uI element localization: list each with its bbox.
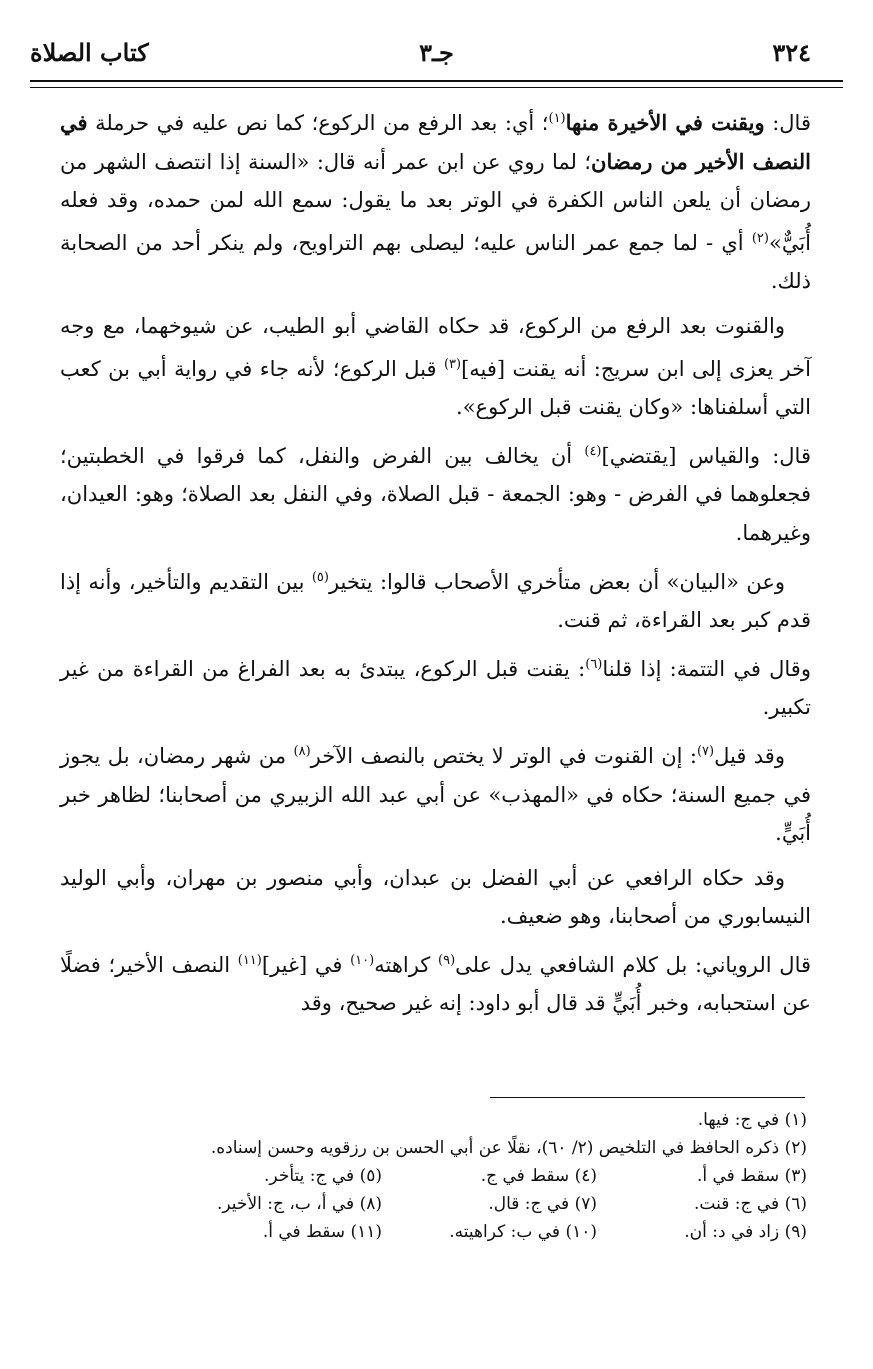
footnote-8: (٨) في أ، ب، ج: الأخير. [217, 1194, 382, 1214]
paragraph: والقنوت بعد الرفع من الركوع، قد حكاه القاضي أبو الطيب، عن شيوخهما، مع وجه آخر يعزى إلى ابن سريج: أنه يقنت [فيه]$^{(٣)}$ قبل الركوع؛ لأنه جاء في رواية أبي بن كعب التي أسلفناها: «وكان يقنت قبل الركوع». [60, 313, 811, 420]
footnote-3: (٣) سقط في أ. [696, 1166, 807, 1186]
paragraph: قال: ويقنت في الأخيرة منها$^{(١)}$؛ أي: بعد الرفع من الركوع؛ كما نص عليه في حرملة في النصف الأخير من رمضان؛ لما روي عن ابن عمر أنه قال: «السنة إذا انتصف الشهر من رمضان أن يلعن الناس الكفرة في الوتر بعد ما يقول: سمع الله لمن حمده، وقد فعله أُبَيٌّ»$^{(٢)}$ أي - لما جمع عمر الناس عليه؛ ليصلى بهم التراويح، ولم ينكر أحد من الصحابة ذلك. [60, 110, 811, 294]
paragraph: وعن «البيان» أن بعض متأخري الأصحاب قالوا: يتخير$^{(٥)}$ بين التقديم والتأخير، وأنه إذا قدم كبر بعد القراءة، ثم قنت. [60, 569, 811, 633]
footnote-1: (١) في ج: فيها. [697, 1110, 807, 1130]
footnote-6: (٦) في ج: قنت. [694, 1194, 807, 1214]
header-rule-thin [30, 87, 843, 88]
footnote-row [120, 1218, 807, 1246]
footnote-4: (٤) سقط في ج. [480, 1166, 597, 1186]
footnote-5: (٥) في ج: يتأخر. [264, 1166, 382, 1186]
page-number: ٣٢٤ [772, 38, 811, 67]
paragraph: وقال في التتمة: إذا قلنا$^{(٦)}$: يقنت قبل الركوع، يبتدئ به بعد الفراغ من القراءة من غير تكبير. [60, 656, 811, 720]
paragraph: وقد قيل$^{(٧)}$: إن القنوت في الوتر لا يختص بالنصف الآخر$^{(٨)}$ من شهر رمضان، بل يجوز في جميع السنة؛ حكاه في «المهذب» عن أبي عبد الله الزبيري من أصحابنا؛ لظاهر خبر أُبَيٍّ. [60, 743, 811, 846]
footnote-row [120, 1134, 807, 1162]
footnote-11: (١١) سقط في أ. [262, 1222, 382, 1242]
footnote-row [120, 1162, 807, 1190]
paragraph: قال: والقياس [يقتضي]$^{(٤)}$ أن يخالف بين الفرض والنفل، كما فرقوا في الخطبتين؛ فجعلوهما في الفرض - وهو: الجمعة - قبل الصلاة، وفي النفل بعد الصلاة؛ وهو: العيدان، وغيرهما. [60, 443, 811, 545]
footnote-7: (٧) في ج: قال. [488, 1194, 597, 1214]
paragraph: قال الروياني: بل كلام الشافعي يدل على$^{(٩)}$ كراهته$^{(١٠)}$ في [غير]$^{(١١)}$ النصف الأخير؛ فضلًا عن استحبابه، وخبر أُبَيٍّ قد قال أبو داود: إنه غير صحيح، وقد [60, 952, 812, 1016]
footnote-9: (٩) زاد في د: أن. [684, 1222, 807, 1242]
book-title: كتاب الصلاة [30, 38, 149, 67]
footnote-10: (١٠) في ب: كراهيته. [449, 1222, 597, 1242]
header-rule-thick [30, 80, 843, 82]
footnote-separator [490, 1097, 805, 1098]
paragraph: وقد حكاه الرافعي عن أبي الفضل بن عبدان، وأبي منصور بن مهران، وأبي الوليد النيسابوري من أصحابنا، وهو ضعيف. [60, 865, 811, 929]
volume-label: جـ٣ [419, 38, 454, 67]
running-header [30, 38, 843, 78]
main-text [60, 100, 811, 1029]
footnote-row [120, 1106, 807, 1134]
footnotes [120, 1106, 807, 1246]
footnote-2: (٢) ذكره الحافظ في التلخيص (٢/ ٦٠)، نقلًا عن أبي الحسن بن رزقويه وحسن إسناده. [210, 1138, 807, 1158]
footnote-row [120, 1190, 807, 1218]
